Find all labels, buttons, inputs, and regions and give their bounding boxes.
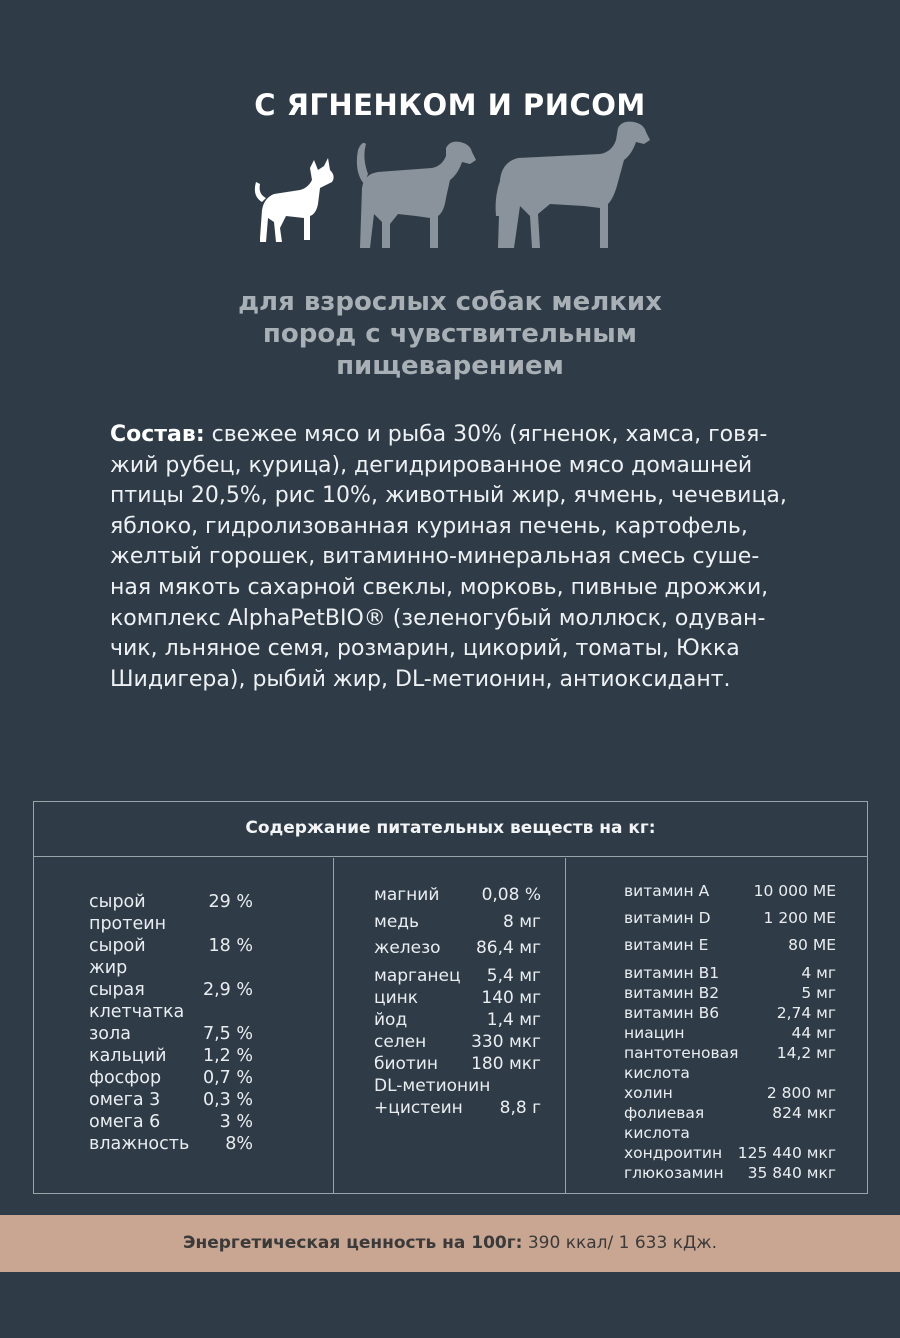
product-title: С ЯГНЕНКОМ И РИСОМ — [254, 88, 646, 122]
nutrient-name: биотин — [374, 1054, 438, 1074]
nutrient-value: 86,4 мг — [475, 938, 541, 958]
nutrient-value: 1 200 МЕ — [763, 909, 836, 927]
nutrients-table — [33, 801, 868, 1194]
nutrient-row — [34, 1111, 333, 1133]
nutrient-value: 35 840 мкг — [747, 1164, 836, 1182]
nutrient-row — [34, 1067, 333, 1089]
nutrient-row — [566, 1103, 868, 1125]
nutrient-value: 180 мкг — [471, 1054, 541, 1074]
nutrient-name: кислота — [624, 1064, 690, 1082]
nutrient-row — [566, 1123, 868, 1145]
nutrient-row — [34, 1001, 333, 1023]
nutrients-header: Содержание питательных веществ на кг: — [34, 802, 867, 857]
nutrient-value: 7,5 % — [202, 1024, 253, 1044]
nutrient-row — [34, 1045, 333, 1067]
nutrient-name: медь — [374, 912, 420, 932]
nutrient-name: холин — [624, 1084, 673, 1102]
nutrient-row — [566, 1143, 868, 1165]
nutrient-row — [34, 1089, 333, 1111]
nutrient-value: 5 мг — [801, 984, 836, 1002]
nutrient-row — [334, 1032, 565, 1054]
nutrients-column-minerals — [334, 858, 566, 1193]
nutrient-value: 3 % — [219, 1112, 253, 1132]
nutrient-row — [334, 1010, 565, 1032]
nutrient-value: 2,9 % — [202, 980, 253, 1000]
nutrient-row — [566, 963, 868, 985]
energy-value: 390 ккал/ 1 633 кДж. — [522, 1233, 717, 1253]
nutrient-value: 8% — [225, 1134, 253, 1154]
nutrient-value: 0,7 % — [202, 1068, 253, 1088]
composition-line: ная мякоть сахарной свеклы, морковь, пивные дрожжи, — [110, 574, 769, 600]
nutrient-value: 330 мкг — [471, 1032, 541, 1052]
nutrient-row — [34, 935, 333, 957]
nutrient-row — [566, 881, 868, 903]
medium-dog-icon — [357, 142, 476, 248]
composition-line: комплекс AlphaPetBIO® (зеленогубый моллюск, одуван- — [110, 605, 766, 631]
composition-line: чик, льняное семя, розмарин, цикорий, томаты, Юкка — [110, 636, 740, 662]
nutrient-name: омега 3 — [89, 1090, 161, 1110]
composition-line: жий рубец, курица), дегидрированное мясо домашней — [110, 452, 753, 478]
nutrient-name: фосфор — [89, 1068, 162, 1088]
energy-label: Энергетическая ценность на 100г: — [183, 1233, 523, 1253]
nutrient-row — [334, 988, 565, 1010]
composition-line: Шидигера), рыбий жир, DL-метионин, антиоксидант. — [110, 666, 731, 692]
nutrient-name: йод — [374, 1010, 408, 1030]
nutrient-row — [334, 1054, 565, 1076]
nutrient-name: витамин D — [624, 909, 711, 927]
nutrient-value: 80 МЕ — [788, 936, 836, 954]
nutrient-value: 14,2 мг — [776, 1044, 836, 1062]
nutrient-value: 8,8 г — [499, 1098, 541, 1118]
nutrient-value: 824 мкг — [772, 1104, 836, 1122]
nutrients-column-vitamins — [566, 858, 868, 1193]
nutrient-name: сырой — [89, 892, 146, 912]
nutrient-name: сырой — [89, 936, 146, 956]
nutrient-name: кальций — [89, 1046, 167, 1066]
composition-line — [110, 420, 800, 451]
nutrient-value: 1,4 мг — [486, 1010, 541, 1030]
nutrient-row — [566, 1023, 868, 1045]
dog-size-icons — [250, 118, 650, 258]
nutrient-row — [34, 1133, 333, 1155]
nutrient-row — [566, 935, 868, 957]
nutrient-row — [334, 1098, 565, 1120]
nutrient-value: 0,08 % — [481, 885, 541, 905]
nutrient-name: марганец — [374, 966, 461, 986]
nutrient-name: клетчатка — [89, 1002, 185, 1022]
subtitle-line: пород с чувствительным — [262, 319, 638, 349]
nutrient-name: сырая — [89, 980, 145, 1000]
nutrient-value: 5,4 мг — [486, 966, 541, 986]
nutrient-value: 1,2 % — [202, 1046, 253, 1066]
nutrient-row — [566, 1083, 868, 1105]
nutrient-name: жир — [89, 958, 128, 978]
nutrient-value: 44 мг — [791, 1024, 836, 1042]
nutrient-value: 10 000 МЕ — [753, 882, 836, 900]
nutrient-row — [34, 891, 333, 913]
nutrient-name: витамин B2 — [624, 984, 720, 1002]
nutrient-name: цинк — [374, 988, 419, 1008]
composition-line: желтый горошек, витаминно-минеральная смесь суше- — [110, 544, 760, 570]
nutrient-name: селен — [374, 1032, 427, 1052]
nutrient-value: 8 мг — [503, 912, 541, 932]
nutrient-row — [334, 938, 565, 960]
nutrient-row — [34, 913, 333, 935]
energy-value-bar — [0, 1215, 900, 1272]
nutrient-name: магний — [374, 885, 440, 905]
large-dog-icon — [496, 122, 650, 248]
nutrient-name: витамин B1 — [624, 964, 720, 982]
nutrient-row — [334, 912, 565, 934]
nutrient-name: хондроитин — [624, 1144, 723, 1162]
nutrient-name: омега 6 — [89, 1112, 161, 1132]
nutrient-row — [566, 908, 868, 930]
nutrient-name: глюкозамин — [624, 1164, 724, 1182]
composition-label: Состав: — [110, 422, 205, 447]
composition-text — [110, 420, 800, 695]
composition-line: птицы 20,5%, рис 10%, животный жир, ячмень, чечевица, — [110, 483, 787, 509]
nutrient-name: влажность — [89, 1134, 190, 1154]
nutrient-row — [334, 885, 565, 907]
nutrient-name: витамин E — [624, 936, 709, 954]
nutrient-name: витамин A — [624, 882, 710, 900]
nutrient-name: протеин — [89, 914, 167, 934]
nutrient-row — [566, 1063, 868, 1085]
nutrient-value: 18 % — [208, 936, 253, 956]
nutrient-name: DL-метионин — [374, 1076, 491, 1096]
nutrient-name: пантотеновая — [624, 1044, 739, 1062]
nutrient-row — [34, 957, 333, 979]
subtitle-line: пищеварением — [336, 351, 564, 381]
nutrient-value: 140 мг — [481, 988, 541, 1008]
nutrient-name: +цистеин — [374, 1098, 463, 1118]
nutrient-name: кислота — [624, 1124, 690, 1142]
nutrient-value: 125 440 мкг — [737, 1144, 836, 1162]
composition-line-text: свежее мясо и рыба 30% (ягненок, хамса, говя- — [204, 422, 768, 447]
nutrient-row — [334, 1076, 565, 1098]
nutrient-row — [566, 1043, 868, 1065]
subtitle-line: для взрослых собак мелких — [238, 287, 662, 317]
nutrient-name: железо — [374, 938, 441, 958]
nutrient-value: 2,74 мг — [776, 1004, 836, 1022]
nutrient-row — [566, 1163, 868, 1185]
nutrient-row — [566, 983, 868, 1005]
nutrient-value: 2 800 мг — [766, 1084, 836, 1102]
nutrient-name: зола — [89, 1024, 131, 1044]
nutrient-value: 0,3 % — [202, 1090, 253, 1110]
nutrient-row — [34, 979, 333, 1001]
nutrient-name: витамин B6 — [624, 1004, 720, 1022]
nutrient-row — [334, 966, 565, 988]
nutrient-name: фолиевая — [624, 1104, 705, 1122]
nutrient-value: 4 мг — [801, 964, 836, 982]
nutrient-row — [566, 1003, 868, 1025]
nutrient-name: ниацин — [624, 1024, 685, 1042]
nutrients-column-macros — [34, 858, 334, 1193]
nutrient-value: 29 % — [208, 892, 253, 912]
nutrient-row — [34, 1023, 333, 1045]
product-subtitle — [0, 286, 900, 382]
small-dog-icon — [255, 158, 334, 242]
composition-line: яблоко, гидролизованная куриная печень, картофель, — [110, 513, 748, 539]
